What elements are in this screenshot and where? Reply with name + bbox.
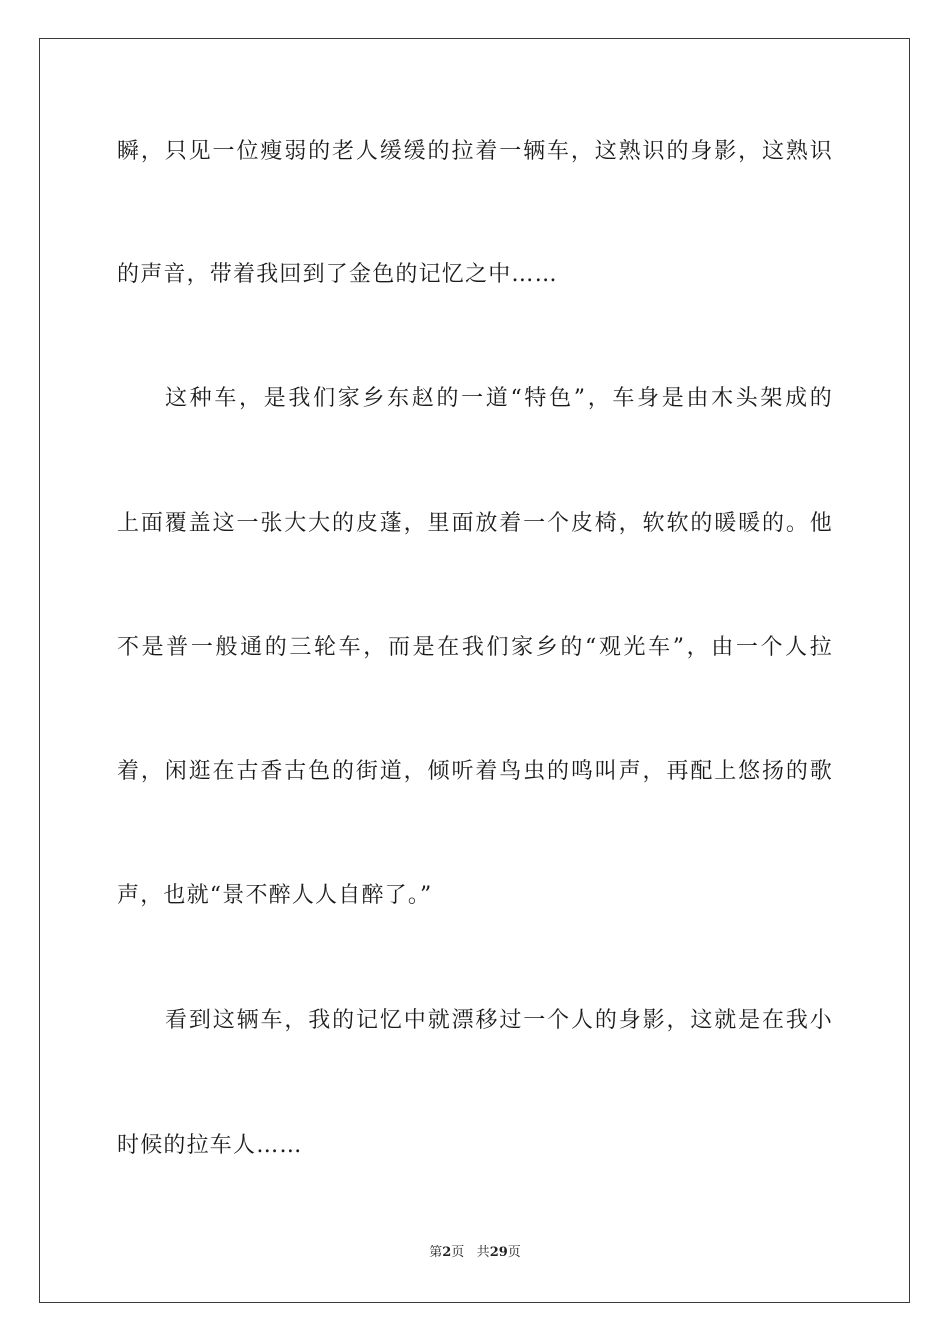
text-line-1: 瞬，只见一位瘦弱的老人缓缓的拉着一辆车，这熟识的身影，这熟识 [117, 139, 833, 164]
page-suffix: 页 [451, 1245, 465, 1260]
page-footer [0, 1244, 950, 1262]
text-line-6: 着，闲逛在古香古色的街道，倾听着鸟虫的鸣叫声，再配上悠扬的歌 [117, 759, 833, 784]
text-line-2: 的声音，带着我回到了金色的记忆之中…… [117, 262, 558, 287]
text-line-5: 不是普一般通的三轮车，而是在我们家乡的“观光车”，由一个人拉 [117, 635, 833, 660]
text-line-3: 这种车，是我们家乡东赵的一道“特色”，车身是由木头架成的 [165, 386, 833, 411]
text-line-9: 时候的拉车人…… [117, 1133, 303, 1158]
page-prefix: 第 [429, 1245, 443, 1260]
total-prefix: 共 [476, 1245, 490, 1260]
text-line-7: 声，也就“景不醉人人自醉了。” [117, 883, 433, 908]
total-suffix: 页 [507, 1245, 521, 1260]
total-pages: 29 [489, 1245, 508, 1260]
text-line-8: 看到这辆车，我的记忆中就漂移过一个人的身影，这就是在我小 [165, 1008, 833, 1033]
text-line-4: 上面覆盖这一张大大的皮蓬，里面放着一个皮椅，软软的暖暖的。他 [117, 511, 833, 536]
page-number: 2 [442, 1245, 452, 1260]
page-border [39, 38, 910, 1303]
